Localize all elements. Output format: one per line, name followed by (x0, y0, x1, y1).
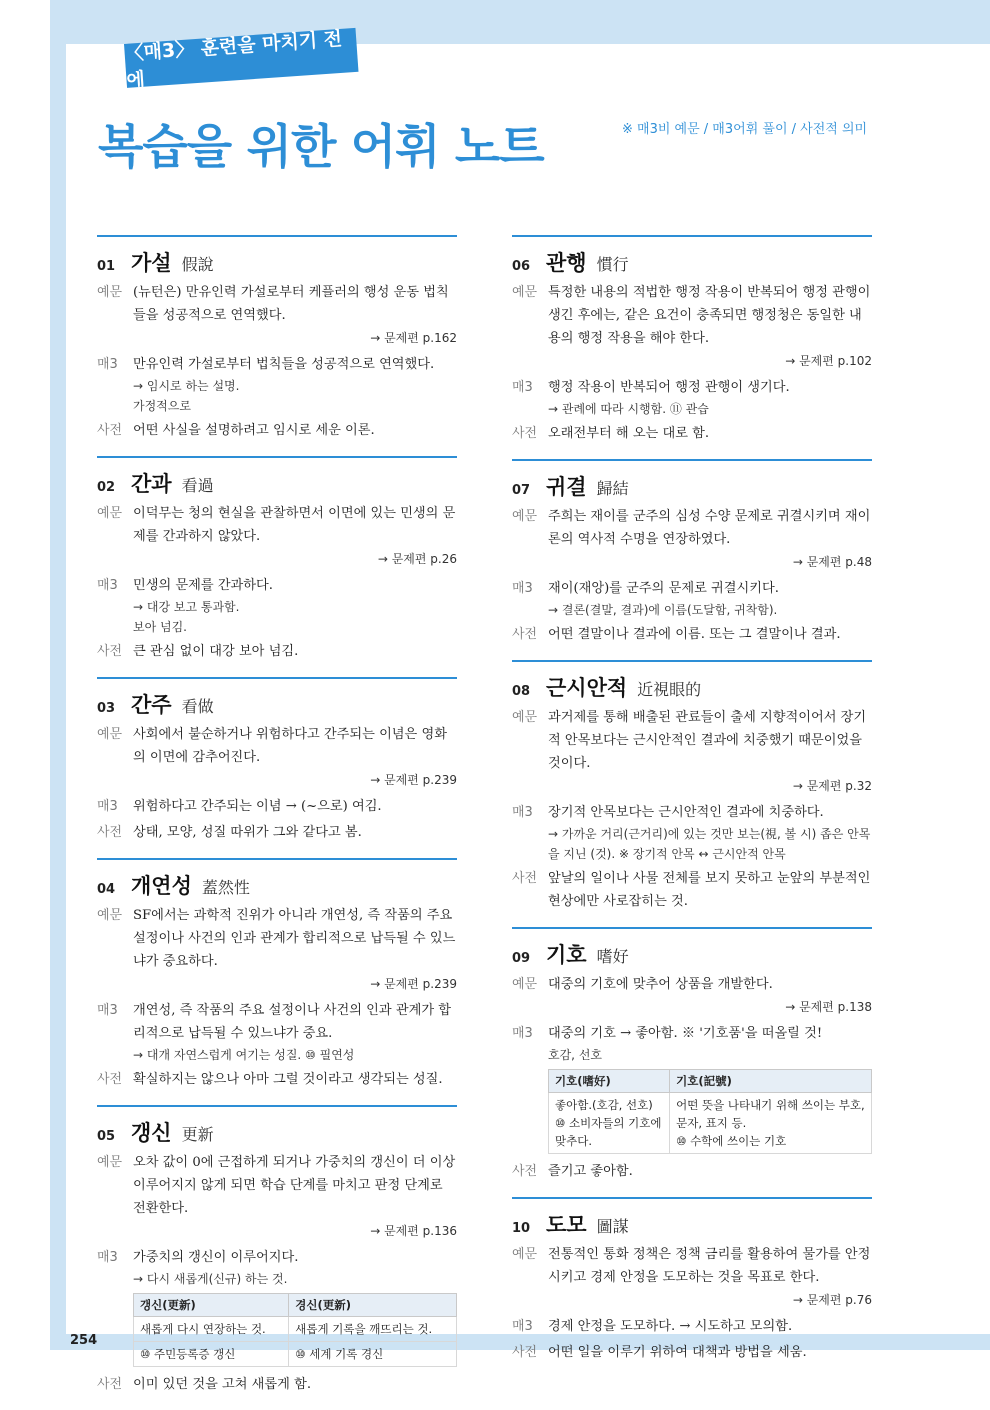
entry-header (97, 247, 457, 277)
entry-header (512, 471, 872, 501)
mae3-explanation: 보아 넘김. (133, 620, 187, 634)
mae3-text: 재이(재앙)를 군주의 문제로 귀결시키다. → 결론(결말, 결과)에 이름(도달함, 귀착함). (548, 577, 872, 620)
entry-word: 개연성 (131, 874, 192, 898)
mae3-tag: 매3 (97, 799, 118, 814)
table-cell: ⑩ 세계 기록 경신 (289, 1342, 457, 1367)
entry-number: 02 (97, 480, 116, 495)
mae3-row (512, 376, 872, 419)
dict-tag: 사전 (512, 1164, 538, 1179)
table-header: 기호(記號) (670, 1070, 872, 1093)
example-row (97, 904, 457, 996)
entry-number: 06 (512, 259, 531, 274)
vocab-entry-04 (97, 858, 457, 1091)
mae3-row (512, 1022, 872, 1065)
vocab-entry-08 (512, 660, 872, 913)
mae3-row (512, 1315, 872, 1338)
dict-tag: 사전 (97, 644, 123, 659)
dict-text: 상태, 모양, 성질 따위가 그와 같다고 봄. (133, 825, 362, 840)
page-reference: → 문제편 p.48 (792, 555, 872, 569)
entry-word: 갱신 (131, 1121, 172, 1145)
dict-row (512, 1160, 872, 1183)
example-tag: 예문 (97, 506, 123, 521)
example-row (97, 502, 457, 571)
example-row (512, 973, 872, 1019)
mae3-explanation: → 임시로 하는 설명. (133, 379, 240, 393)
mae3-tag: 매3 (97, 357, 118, 372)
example-tag: 예문 (512, 509, 538, 524)
mae3-text: 장기적 안목보다는 근시안적인 결과에 치중하다. → 가까운 거리(근거리)에 있는 것만 보는(視, 볼 시) 좁은 안목을 지닌 (것). ※ 장기적 안목 ↔ 근시안적 안목 (548, 801, 872, 864)
entry-word: 간과 (131, 472, 172, 496)
mae3-row (97, 795, 457, 818)
example-row (97, 281, 457, 350)
entry-number: 05 (97, 1129, 116, 1144)
dict-text: 오래전부터 해 오는 대로 함. (548, 426, 710, 441)
comparison-table (133, 1293, 457, 1367)
page-reference: → 문제편 p.138 (785, 1000, 872, 1014)
entry-hanja: 蓋然性 (201, 878, 250, 897)
vocab-entry-01 (97, 235, 457, 442)
example-row (512, 281, 872, 373)
dict-tag: 사전 (512, 1345, 538, 1360)
dict-row (512, 623, 872, 646)
table-cell: 새롭게 다시 연장하는 것. (134, 1317, 289, 1342)
vocab-entry-02 (97, 456, 457, 663)
example-text: (뉴턴은) 만유인력 가설로부터 케플러의 행성 운동 법칙들을 성공적으로 연역했다. → 문제편 p.162 (133, 281, 457, 350)
example-tag: 예문 (512, 710, 538, 725)
entry-word: 기호 (546, 943, 587, 967)
example-text: 이덕무는 청의 현실을 관찰하면서 이면에 있는 민생의 문제를 간과하지 않았다. → 문제편 p.26 (133, 502, 457, 571)
dict-text: 어떤 사실을 설명하려고 임시로 세운 이론. (133, 423, 375, 438)
entry-header (97, 1117, 457, 1147)
legend-note: ※ 매3비 예문 / 매3어휘 풀이 / 사전적 의미 (622, 122, 868, 137)
entry-hanja: 近視眼的 (637, 680, 702, 699)
mae3-explanation: → 가까운 거리(근거리)에 있는 것만 보는(視, 볼 시) 좁은 안목을 지닌 (것). ※ 장기적 안목 ↔ 근시안적 안목 (548, 827, 871, 861)
mae3-row (97, 1246, 457, 1289)
entry-word: 간주 (131, 693, 172, 717)
example-text: 주희는 재이를 군주의 심성 수양 문제로 귀결시키며 재이론의 역사적 수명을 연장하였다. → 문제편 p.48 (548, 505, 872, 574)
table-wrap (548, 1069, 872, 1154)
page-reference: → 문제편 p.32 (792, 779, 872, 793)
mae3-tag: 매3 (512, 805, 533, 820)
entry-hanja: 嗜好 (596, 947, 629, 966)
mae3-tag: 매3 (97, 1250, 118, 1265)
mae3-text: 민생의 문제를 간과하다. → 대강 보고 통과함. 보아 넘김. (133, 574, 457, 637)
entry-hanja: 圖謀 (596, 1217, 629, 1236)
section-banner: 〈매3〉 훈련을 마치기 전에 (124, 28, 359, 88)
page-reference: → 문제편 p.76 (792, 1293, 872, 1307)
page-reference: → 문제편 p.239 (370, 773, 457, 787)
mae3-row (97, 353, 457, 416)
entry-hanja: 看過 (181, 476, 214, 495)
table-cell: 어떤 뜻을 나타내기 위해 쓰이는 부호, 문자, 표지 등. ⑩ 수학에 쓰이는 기호 (670, 1093, 872, 1154)
dict-tag: 사전 (512, 426, 538, 441)
entry-header (512, 672, 872, 702)
mae3-explanation: 호감, 선호 (548, 1048, 602, 1062)
table-header: 갱신(更新) (134, 1294, 289, 1317)
dict-tag: 사전 (97, 1377, 123, 1392)
table-row (134, 1317, 457, 1342)
entry-number: 03 (97, 701, 116, 716)
dict-text: 어떤 일을 이루기 위하여 대책과 방법을 세움. (548, 1345, 807, 1360)
vocab-entry-03 (97, 677, 457, 844)
mae3-explanation: → 대개 자연스럽게 여기는 성질. ⑩ 필연성 (133, 1048, 355, 1062)
dict-row (512, 422, 872, 445)
example-text: SF에서는 과학적 진위가 아니라 개연성, 즉 작품의 주요 설정이나 사건의 인과 관계가 합리적으로 납득될 수 있느냐가 중요하다. → 문제편 p.239 (133, 904, 457, 996)
table-header: 기호(嗜好) (549, 1070, 670, 1093)
dict-tag: 사전 (97, 1072, 123, 1087)
example-text: 과거제를 통해 배출된 관료들이 출세 지향적이어서 장기적 안목보다는 근시안적인 결과에 치중했기 때문이었을 것이다. → 문제편 p.32 (548, 706, 872, 798)
example-tag: 예문 (97, 1155, 123, 1170)
mae3-row (512, 577, 872, 620)
vocab-entry-05 (97, 1105, 457, 1396)
entry-number: 01 (97, 259, 116, 274)
mae3-tag: 매3 (512, 1319, 533, 1334)
vocab-entry-09 (512, 927, 872, 1183)
table-cell: 좋아함.(호감, 선호) ⑩ 소비자들의 기호에 맞추다. (549, 1093, 670, 1154)
page-reference: → 문제편 p.102 (785, 354, 872, 368)
dict-row (512, 1341, 872, 1364)
example-text: 전통적인 통화 정책은 정책 금리를 활용하여 물가를 안정시키고 경제 안정을 도모하는 것을 목표로 한다. → 문제편 p.76 (548, 1243, 872, 1312)
entry-hanja: 假說 (181, 255, 214, 274)
dict-tag: 사전 (97, 825, 123, 840)
example-tag: 예문 (97, 908, 123, 923)
mae3-text: 대중의 기호 → 좋아함. ※ '기호품'을 떠올릴 것! 호감, 선호 (548, 1022, 872, 1065)
page-reference: → 문제편 p.239 (370, 977, 457, 991)
example-text: 대중의 기호에 맞추어 상품을 개발한다. → 문제편 p.138 (548, 973, 872, 1019)
table-cell: ⑩ 주민등록증 갱신 (134, 1342, 289, 1367)
entry-header (512, 1209, 872, 1239)
left-column (97, 235, 457, 1410)
dict-row (97, 1068, 457, 1091)
example-tag: 예문 (97, 727, 123, 742)
table-header: 경신(更新) (289, 1294, 457, 1317)
entry-header (97, 870, 457, 900)
mae3-explanation: → 결론(결말, 결과)에 이름(도달함, 귀착함). (548, 603, 778, 617)
page-number: 254 (70, 1333, 98, 1348)
dict-tag: 사전 (97, 423, 123, 438)
example-tag: 예문 (97, 285, 123, 300)
example-row (512, 1243, 872, 1312)
mae3-tag: 매3 (512, 581, 533, 596)
table-row (134, 1342, 457, 1367)
entry-header (97, 689, 457, 719)
example-tag: 예문 (512, 285, 538, 300)
mae3-row (97, 574, 457, 637)
entry-word: 근시안적 (546, 676, 628, 700)
dict-tag: 사전 (512, 627, 538, 642)
entry-number: 09 (512, 951, 531, 966)
table-row (549, 1093, 872, 1154)
dict-text: 어떤 결말이나 결과에 이름. 또는 그 결말이나 결과. (548, 627, 841, 642)
entry-word: 관행 (546, 251, 587, 275)
mae3-text: 가중치의 갱신이 이루어지다. → 다시 새롭게(신규) 하는 것. (133, 1246, 457, 1289)
entry-header (97, 468, 457, 498)
mae3-text: 위험하다고 간주되는 이념 → (~으로) 여김. (133, 799, 382, 814)
mae3-tag: 매3 (512, 380, 533, 395)
vocab-entry-10 (512, 1197, 872, 1364)
entry-hanja: 歸結 (596, 479, 629, 498)
dict-text: 이미 있던 것을 고쳐 새롭게 함. (133, 1377, 312, 1392)
mae3-explanation: 가정적으로 (133, 399, 191, 413)
mae3-explanation: → 관례에 따라 시행함. ⑪ 관습 (548, 402, 709, 416)
dict-text: 즐기고 좋아함. (548, 1164, 633, 1179)
dict-row (97, 1373, 457, 1396)
entry-number: 04 (97, 882, 116, 897)
entry-word: 가설 (131, 251, 172, 275)
entry-hanja: 慣行 (596, 255, 629, 274)
dict-row (97, 821, 457, 844)
entry-header (512, 247, 872, 277)
example-text: 사회에서 불순하거나 위험하다고 간주되는 이념은 영화의 이면에 감추어진다. → 문제편 p.239 (133, 723, 457, 792)
mae3-tag: 매3 (97, 1003, 118, 1018)
example-row (512, 505, 872, 574)
mae3-text: 개연성, 즉 작품의 주요 설정이나 사건의 인과 관계가 합리적으로 납득될 수 있느냐가 중요. → 대개 자연스럽게 여기는 성질. ⑩ 필연성 (133, 999, 457, 1065)
entry-header (512, 939, 872, 969)
dict-row (512, 867, 872, 913)
entry-hanja: 更新 (181, 1125, 214, 1144)
example-tag: 예문 (512, 1247, 538, 1262)
comparison-table (548, 1069, 872, 1154)
mae3-row (512, 801, 872, 864)
dict-text: 확실하지는 않으나 아마 그럴 것이라고 생각되는 성질. (133, 1072, 443, 1087)
right-column (512, 235, 872, 1378)
example-row (512, 706, 872, 798)
dict-tag: 사전 (512, 871, 538, 886)
table-cell: 새롭게 기록을 깨뜨리는 것. (289, 1317, 457, 1342)
vocab-entry-06 (512, 235, 872, 445)
example-text: 오차 값이 0에 근접하게 되거나 가중치의 갱신이 더 이상 이루어지지 않게 되면 학습 단계를 마치고 판정 단계로 전환한다. → 문제편 p.136 (133, 1151, 457, 1243)
entry-word: 귀결 (546, 475, 587, 499)
dict-text: 큰 관심 없이 대강 보아 넘김. (133, 644, 299, 659)
example-row (97, 723, 457, 792)
entry-number: 10 (512, 1221, 531, 1236)
page-title: 복습을 위한 어휘 노트 (98, 120, 544, 175)
mae3-tag: 매3 (97, 578, 118, 593)
page-reference: → 문제편 p.26 (377, 552, 457, 566)
mae3-explanation: → 대강 보고 통과함. (133, 600, 240, 614)
example-text: 특정한 내용의 적법한 행정 작용이 반복되어 행정 관행이 생긴 후에는, 같은 요건이 충족되면 행정청은 동일한 내용의 행정 작용을 해야 한다. → 문제편 p.102 (548, 281, 872, 373)
left-border-band (50, 0, 66, 1350)
dict-row (97, 419, 457, 442)
page-reference: → 문제편 p.162 (370, 331, 457, 345)
mae3-explanation: → 다시 새롭게(신규) 하는 것. (133, 1272, 288, 1286)
entry-number: 07 (512, 483, 531, 498)
mae3-text: 만유인력 가설로부터 법칙들을 성공적으로 연역했다. → 임시로 하는 설명. 가정적으로 (133, 353, 457, 416)
table-wrap (133, 1293, 457, 1367)
page-reference: → 문제편 p.136 (370, 1224, 457, 1238)
mae3-row (97, 999, 457, 1065)
vocab-entry-07 (512, 459, 872, 646)
dict-text: 앞날의 일이나 사물 전체를 보지 못하고 눈앞의 부분적인 현상에만 사로잡히는 것. (548, 871, 871, 909)
entry-hanja: 看做 (181, 697, 214, 716)
dict-row (97, 640, 457, 663)
mae3-text: 경제 안정을 도모하다. → 시도하고 모의함. (548, 1319, 793, 1334)
mae3-text: 행정 작용이 반복되어 행정 관행이 생기다. → 관례에 따라 시행함. ⑪ 관습 (548, 376, 872, 419)
example-row (97, 1151, 457, 1243)
entry-word: 도모 (546, 1213, 587, 1237)
entry-number: 08 (512, 684, 531, 699)
mae3-tag: 매3 (512, 1026, 533, 1041)
example-tag: 예문 (512, 977, 538, 992)
